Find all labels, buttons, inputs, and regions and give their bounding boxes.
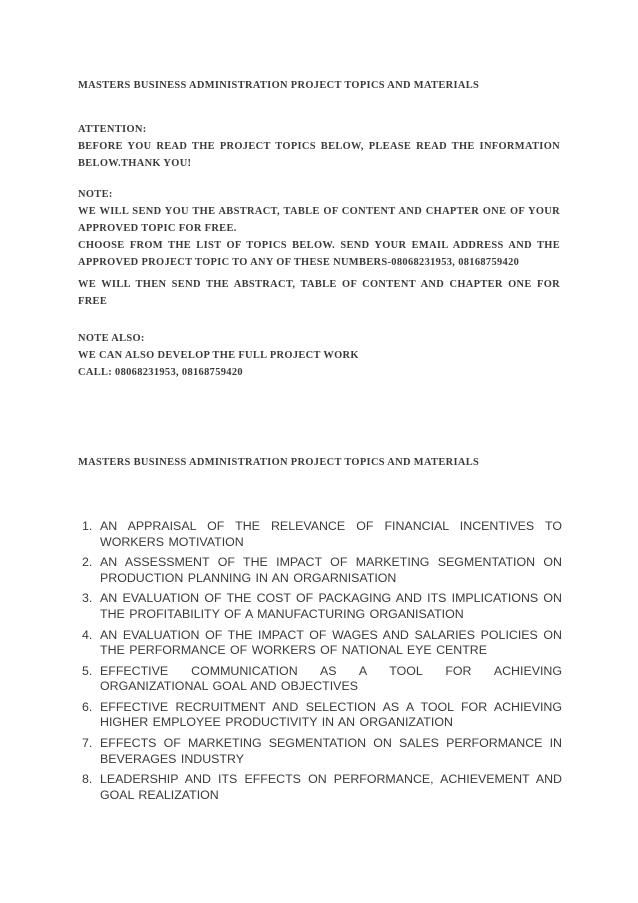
topic-number: 4. bbox=[82, 627, 93, 642]
note-also-section bbox=[78, 330, 560, 381]
note-also-label: NOTE ALSO: bbox=[78, 333, 145, 344]
topic-text: EFFECTS OF MARKETING SEGMENTATION ON SALES PERFORMANCE IN BEVERAGES INDUSTRY bbox=[100, 736, 562, 766]
topic-item bbox=[78, 736, 562, 767]
topic-number: 7. bbox=[82, 736, 93, 751]
topic-text: AN EVALUATION OF THE IMPACT OF WAGES AND SALARIES POLICIES ON THE PERFORMANCE OF WORKERS OF NATIONAL EYE CENTRE bbox=[100, 627, 562, 658]
attention-label: ATTENTION: bbox=[78, 124, 147, 135]
section-heading: MASTERS BUSINESS ADMINISTRATION PROJECT TOPICS AND MATERIALS bbox=[78, 457, 480, 468]
topic-number: 3. bbox=[82, 591, 93, 606]
topic-item bbox=[78, 591, 562, 622]
call-numbers: CALL: 08068231953, 08168759420 bbox=[78, 367, 243, 378]
note-free-offer: WE WILL SEND YOU THE ABSTRACT, TABLE OF CONTENT AND CHAPTER ONE OF YOUR APPROVED TOPIC FOR FREE. bbox=[78, 206, 560, 234]
attention-section bbox=[78, 121, 560, 172]
topic-number: 2. bbox=[82, 555, 93, 570]
topic-item bbox=[78, 519, 562, 550]
topic-list bbox=[78, 519, 562, 809]
topic-item bbox=[78, 628, 562, 659]
topic-number: 1. bbox=[82, 519, 93, 533]
page-title: MASTERS BUSINESS ADMINISTRATION PROJECT TOPICS AND MATERIALS bbox=[78, 80, 480, 91]
note-instructions: CHOOSE FROM THE LIST OF TOPICS BELOW. SEND YOUR EMAIL ADDRESS AND THE APPROVED PROJECT TOPIC TO ANY OF THESE NUMBERS-08068231953, 08168759420 bbox=[78, 240, 560, 268]
then-send-text: WE WILL THEN SEND THE ABSTRACT, TABLE OF CONTENT AND CHAPTER ONE FOR FREE bbox=[78, 279, 560, 307]
topic-text: AN EVALUATION OF THE COST OF PACKAGING AND ITS IMPLICATIONS ON THE PROFITABILITY OF A MANUFACTURING ORGANISATION bbox=[100, 591, 562, 621]
topic-item bbox=[78, 700, 562, 731]
topic-text: EFFECTIVE RECRUITMENT AND SELECTION AS A TOOL FOR ACHIEVING HIGHER EMPLOYEE PRODUCTIVITY IN AN ORGANIZATION bbox=[100, 699, 562, 730]
topic-number: 8. bbox=[82, 772, 93, 787]
note-also-text: WE CAN ALSO DEVELOP THE FULL PROJECT WORK bbox=[78, 350, 359, 361]
topic-text: AN ASSESSMENT OF THE IMPACT OF MARKETING SEGMENTATION ON PRODUCTION PLANNING IN AN ORGARNISATION bbox=[100, 555, 562, 585]
topic-number: 5. bbox=[82, 663, 93, 678]
topic-text: LEADERSHIP AND ITS EFFECTS ON PERFORMANCE, ACHIEVEMENT AND GOAL REALIZATION bbox=[100, 772, 562, 802]
attention-text: BEFORE YOU READ THE PROJECT TOPICS BELOW, PLEASE READ THE INFORMATION BELOW.THANK YOU! bbox=[78, 141, 560, 169]
topic-number: 6. bbox=[82, 699, 93, 714]
topic-item bbox=[78, 555, 562, 586]
topic-text: AN APPRAISAL OF THE RELEVANCE OF FINANCIAL INCENTIVES TO WORKERS MOTIVATION bbox=[100, 519, 562, 549]
note-label: NOTE: bbox=[78, 189, 113, 200]
topic-item bbox=[78, 664, 562, 695]
topic-item bbox=[78, 772, 562, 803]
note-section bbox=[78, 186, 560, 271]
topic-text: EFFECTIVE COMMUNICATION AS A TOOL FOR ACHIEVING ORGANIZATIONAL GOAL AND OBJECTIVES bbox=[100, 663, 562, 694]
